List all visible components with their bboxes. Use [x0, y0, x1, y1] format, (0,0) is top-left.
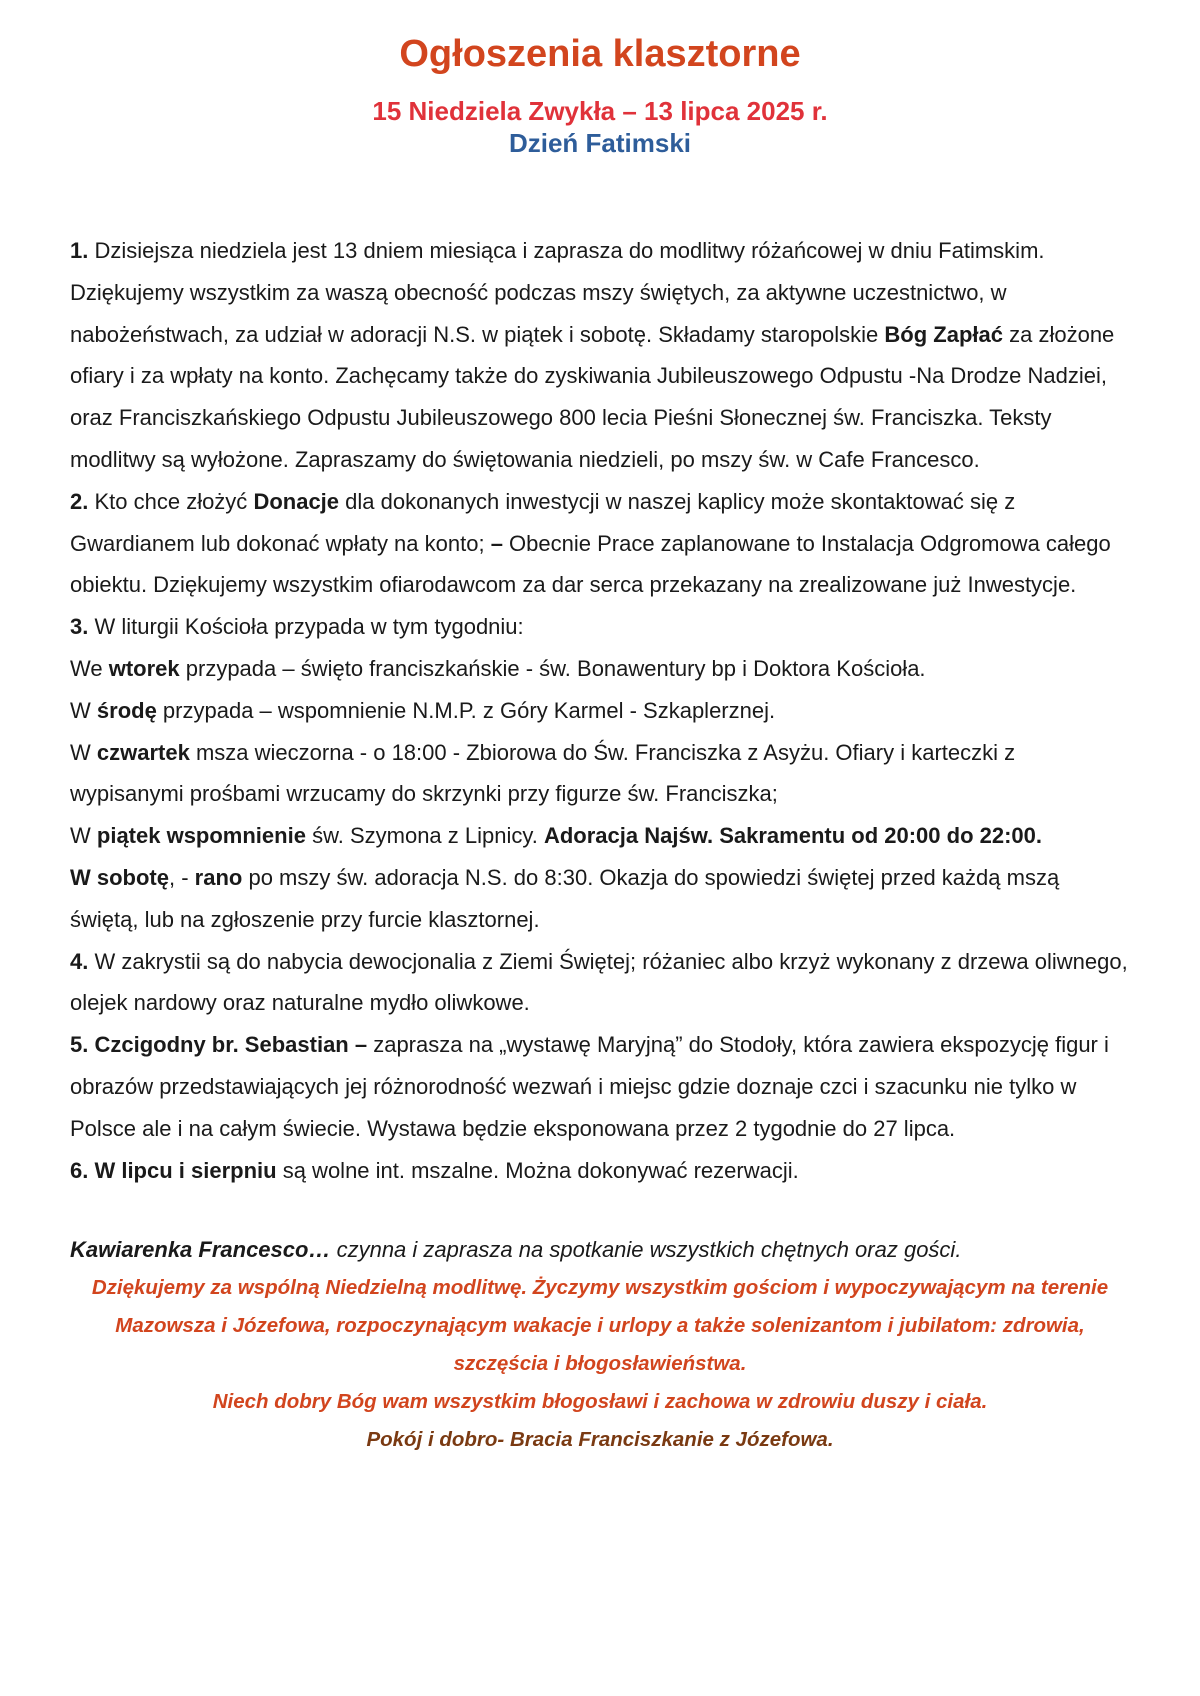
announcement-item-4 — [70, 941, 1130, 1025]
item-emphasis: – — [490, 530, 503, 556]
item-text: Kto chce złożyć — [88, 488, 254, 514]
item-number: 4. — [70, 948, 89, 974]
liturgy-wednesday — [70, 690, 1130, 732]
date-subtitle: 15 Niedziela Zwykła – 13 lipca 2025 r. — [372, 96, 828, 126]
day-text: przypada – święto franciszkańskie - św. Bonawentury bp i Doktora Kościoła. — [179, 655, 926, 681]
item-emphasis: Bóg Zapłać — [884, 321, 1003, 347]
announcement-item-5 — [70, 1024, 1130, 1149]
day-prefix: W — [70, 739, 97, 765]
item-text: Dzisiejsza niedziela jest 13 dniem miesiąca i zaprasza do modlitwy różańcowej w dniu Fatimskim. Dziękujemy wszystkim za waszą obecność podczas mszy świętych, za aktywne uczestnictwo, w nabożeństwach, za udział w adoracji N.S. w piątek i sobotę. Składamy staropolskie — [70, 238, 1045, 347]
closing-section — [70, 1231, 1130, 1459]
adoration-note: Adoracja Najśw. Sakramentu od 20:00 do 22:00. — [543, 823, 1043, 849]
day-name: piątek wspomnienie — [96, 823, 306, 849]
announcement-item-1 — [70, 230, 1130, 481]
item-text: dla dokonanych inwestycji w naszej kaplicy może skontaktować się z Gwardianem lub dokonać wpłaty na konto; — [70, 488, 1016, 556]
item-emphasis: 6. W lipcu i sierpniu — [70, 1157, 277, 1183]
day-text: św. Szymona z Lipnicy. — [305, 823, 544, 849]
day-emphasis: rano — [194, 864, 243, 890]
item-number: 2. — [70, 488, 89, 514]
item-text: W zakrystii są do nabycia dewocjonalia z Ziemi Świętej; różaniec albo krzyż wykonany z drzewa oliwnego, olejek nardowy oraz naturalne mydło oliwkowe. — [70, 948, 1128, 1016]
day-prefix: W — [70, 697, 97, 723]
cafe-text: czynna i zaprasza na spotkanie wszystkich chętnych oraz gości. — [330, 1237, 962, 1263]
day-prefix: We — [70, 655, 109, 681]
day-text: przypada – wspomnienie N.M.P. z Góry Karmel - Szkaplerznej. — [156, 697, 776, 723]
item-text: Obecnie Prace zaplanowane to Instalacja Odgromowa całego obiektu. Dziękujemy wszystkim ofiarodawcom za dar serca przekazany na zrealizowane już Inwestycje. — [70, 530, 1111, 598]
day-text: msza wieczorna - o 18:00 - Zbiorowa do Św. Franciszka z Asyżu. Ofiary i karteczki z wypisanymi prośbami wrzucamy do skrzynki przy figurze św. Franciszka; — [70, 739, 1016, 807]
day-name: W sobotę — [70, 864, 169, 890]
item-number: 1. — [70, 238, 89, 263]
announcements-body — [70, 230, 1130, 1191]
liturgy-thursday — [70, 732, 1130, 816]
cafe-note — [70, 1231, 1130, 1269]
item-text: są wolne int. mszalne. Można dokonywać rezerwacji. — [276, 1157, 799, 1183]
day-name: czwartek — [96, 739, 190, 765]
liturgy-tuesday — [70, 648, 1130, 690]
item-text: zaprasza na „wystawę Maryjną” do Stodoły, która zawiera ekspozycję figur i obrazów przedstawiających jej różnorodność wezwań i miejsc gdzie doznaje czci i szacunku nie tylko w Polsce ale i na całym świecie. Wystawa będzie eksponowana przez 2 tygodnie do 27 lipca. — [70, 1032, 1109, 1141]
item-emphasis: 5. Czcigodny br. Sebastian – — [70, 1032, 368, 1058]
day-prefix: W — [70, 823, 97, 849]
announcement-item-3 — [70, 606, 1130, 648]
day-name: środę — [96, 697, 157, 723]
blessing-note: Niech dobry Bóg wam wszystkim błogosławi i zachowa w zdrowiu duszy i ciała. — [212, 1390, 988, 1414]
day-subtitle: Dzień Fatimski — [508, 128, 692, 158]
item-text: za złożone ofiary i za wpłaty na konto. Zachęcamy także do zyskiwania Jubileuszowego Odpustu -Na Drodze Nadziei, oraz Franciszkańskiego Odpustu Jubileuszowego 800 lecia Pieśni Słonecznej św. Franciszka. Teksty modlitwy są wyłożone. Zapraszamy do świętowania niedzieli, po mszy św. w Cafe Francesco. — [70, 321, 1115, 472]
day-text: , - — [169, 864, 195, 890]
day-text: po mszy św. adoracja N.S. do 8:30. Okazja do spowiedzi świętej przed każdą mszą świętą, lub na zgłoszenie przy furcie klasztornej. — [70, 864, 1060, 932]
item-text: W liturgii Kościoła przypada w tym tygodniu: — [88, 614, 524, 640]
page-title: Ogłoszenia klasztorne — [399, 33, 801, 75]
day-name: wtorek — [108, 655, 180, 681]
liturgy-saturday — [70, 857, 1130, 941]
signature: Pokój i dobro- Bracia Franciszkanie z Józefowa. — [366, 1428, 834, 1452]
announcement-item-6 — [70, 1150, 1130, 1192]
announcement-item-2 — [70, 481, 1130, 606]
item-emphasis: Donacje — [253, 488, 340, 514]
liturgy-friday — [70, 815, 1130, 857]
thanks-note: Dziękujemy za wspólną Niedzielną modlitwę. Życzymy wszystkim gościom i wypoczywającym na terenie Mazowsza i Józefowa, rozpoczynającym wakacje i urlopy a także solenizantom i jubilatom: zdrowia, szczęścia i błogosławieństwa. — [91, 1276, 1109, 1376]
item-number: 3. — [70, 614, 89, 640]
cafe-name: Kawiarenka Francesco… — [70, 1237, 331, 1263]
